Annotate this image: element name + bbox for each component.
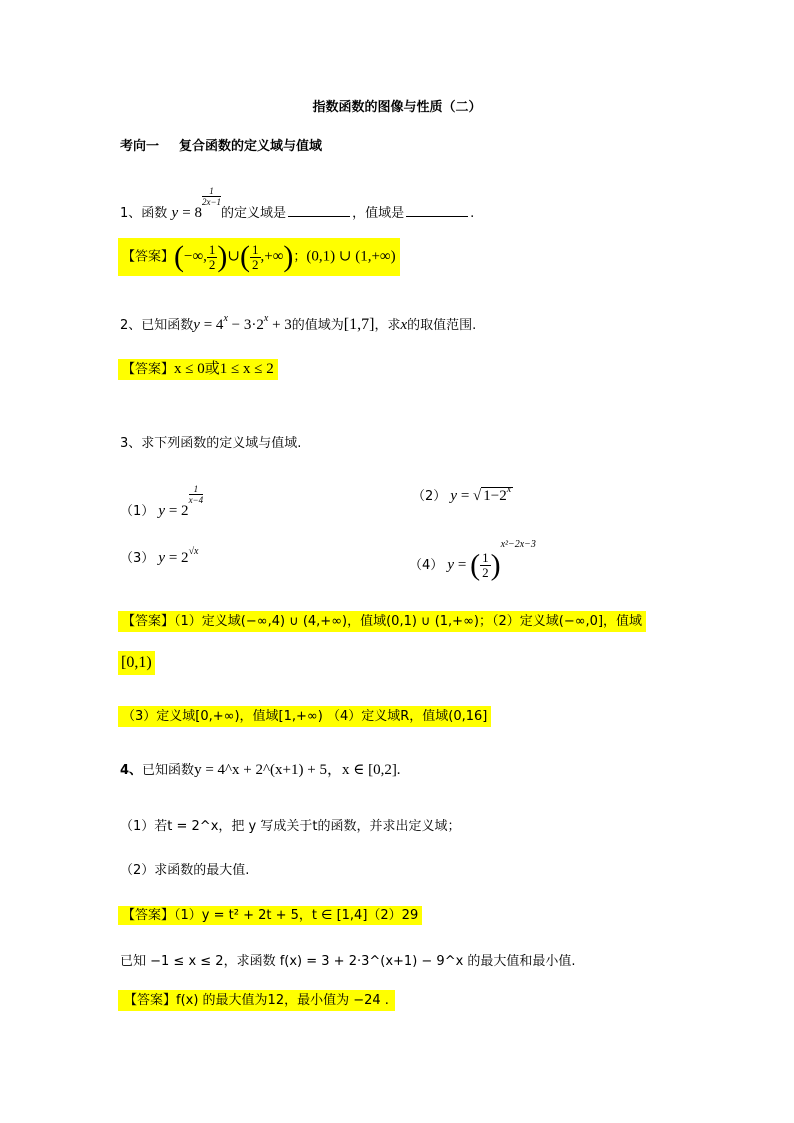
q3-answer-1: （1）定义域(−∞,4) ∪ (4,+∞)，值域(0,1) ∪ (1,+∞)；（2）定义域(−∞,0]，值域 bbox=[174, 614, 643, 629]
answer-tag: 【答案】 bbox=[124, 993, 177, 1008]
q2-var: x bbox=[400, 317, 408, 333]
q3-item-4: （4） y = ( $\frac{1}{2}$ )$^{x^2-2x-3}$ bbox=[409, 539, 536, 582]
q2-text-c: ，求 bbox=[374, 318, 401, 333]
section-title: 复合函数的定义域与值域 bbox=[179, 139, 323, 154]
q3-item-1-label: （1） bbox=[120, 504, 155, 519]
q1-answer: 【答案】(−∞, $\frac{1}{2}$ )∪( $\frac{1}{2}$ ,+∞)；(0,1) ∪ (1,+∞) bbox=[118, 238, 400, 276]
q3-answer-line-3 bbox=[118, 706, 491, 727]
q1-blank-domain[interactable] bbox=[288, 204, 350, 217]
q3-item-4-label: （4） bbox=[409, 558, 444, 573]
q2-answer bbox=[118, 359, 278, 380]
q1-number: 1、 bbox=[120, 206, 142, 221]
q1-blank-range[interactable] bbox=[406, 204, 468, 217]
q3-item-2-label: （2） bbox=[412, 489, 447, 504]
q4-formula: y = 4^x + 2^(x+1) + 5，x ∈ [0,2]. bbox=[194, 762, 401, 778]
q1-text-b: 的定义域是 bbox=[221, 206, 287, 221]
q3-answer-2: [0,1) bbox=[121, 654, 152, 671]
q3-number: 3、 bbox=[120, 436, 142, 451]
q3-text: 求下列函数的定义域与值域. bbox=[141, 436, 302, 451]
q5-answer bbox=[118, 990, 395, 1011]
q1-formula: y = 8 $\frac{1}{2x-1}$ bbox=[171, 186, 222, 221]
question-2: 2、已知函数$y = 4^x - 3\cdot 2^x + 3$的值域为[1,7]，求x的取值范围. bbox=[120, 313, 477, 333]
question-3 bbox=[120, 437, 301, 450]
question-5: 已知 −1 ≤ x ≤ 2，求函数 f(x) = 3 + 2·3^(x+1) − 9^x 的最大值和最小值. bbox=[120, 954, 576, 969]
q4-number: 4、 bbox=[120, 763, 143, 778]
q2-answer-text: x ≤ 0或1 ≤ x ≤ 2 bbox=[174, 361, 274, 377]
question-4 bbox=[120, 763, 401, 778]
q2-text-a: 已知函数 bbox=[141, 318, 194, 333]
q3-answer-line-1 bbox=[118, 611, 646, 632]
answer-tag: 【答案】 bbox=[122, 614, 175, 629]
section-heading bbox=[120, 140, 322, 153]
q2-range: [1,7] bbox=[343, 316, 375, 333]
answer-tag: 【答案】 bbox=[122, 908, 175, 923]
q4-answer-text: （1）y = t² + 2t + 5，t ∈ [1,4]（2）29 bbox=[174, 908, 419, 923]
q3-item-3-label: （3） bbox=[120, 551, 155, 566]
q3-item-3: （3） $y = 2^{√x}$ bbox=[120, 546, 199, 566]
q4-answer bbox=[118, 906, 422, 925]
q3-answer-line-2 bbox=[118, 651, 155, 675]
q2-text-d: 的取值范围. bbox=[407, 318, 477, 333]
q2-text-b: 的值域为 bbox=[291, 318, 344, 333]
question-1 bbox=[120, 186, 474, 221]
page-title: 指数函数的图像与性质（二） bbox=[312, 100, 482, 115]
q2-number: 2、 bbox=[120, 318, 142, 333]
answer-tag: 【答案】 bbox=[122, 362, 175, 377]
answer-tag: 【答案】 bbox=[122, 249, 175, 265]
q1-text-a: 函数 bbox=[141, 206, 168, 221]
q4-part-2: （2）求函数的最大值. bbox=[120, 863, 250, 878]
q4-text-a: 已知函数 bbox=[142, 763, 195, 778]
q4-part-1: （1）若t = 2^x，把 y 写成关于t的函数，并求出定义域； bbox=[120, 819, 461, 834]
q3-item-1: （1） y = 2 $\frac{1}{x-4}$ bbox=[120, 484, 204, 519]
q3-item-2: （2） y = √ $1-2^x$ bbox=[412, 484, 512, 504]
section-label: 考向一 bbox=[120, 139, 160, 154]
q1-text-c: ，值域是 bbox=[352, 206, 405, 221]
q1-text-d: . bbox=[470, 206, 475, 221]
q5-answer-text: f(x) 的最大值为12，最小值为 −24 . bbox=[176, 993, 389, 1008]
q3-answer-3: （3）定义域[0,+∞)，值域[1,+∞) （4）定义域R，值域(0,16] bbox=[122, 709, 488, 724]
